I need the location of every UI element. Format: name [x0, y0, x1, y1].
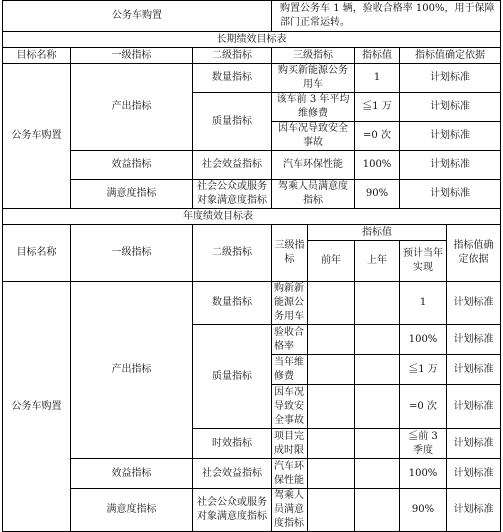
an-prev-year-cell [308, 325, 355, 355]
lt-basis-cell: 计划标准 [400, 180, 501, 209]
an-last-year-cell [355, 385, 400, 429]
an-basis-cell: 计划标准 [447, 355, 501, 385]
an-expected-cell: 100% [400, 459, 447, 489]
an-last-year-cell [355, 355, 400, 385]
lt-basis-cell: 计划标准 [400, 151, 501, 180]
an-level2-satisfaction: 社会公众或服务对象满意度指标 [193, 489, 272, 532]
lt-level1-satisfaction: 满意度指标 [71, 180, 193, 209]
an-basis-cell: 计划标准 [447, 489, 501, 532]
lt-value-cell: =0 次 [355, 122, 400, 151]
lt-level2-social-benefit: 社会效益指标 [193, 151, 272, 180]
an-level2-quantity: 数量指标 [193, 282, 272, 325]
an-prev-year-cell [308, 355, 355, 385]
an-level3-cell: 汽车环保性能 [272, 459, 308, 489]
lt-level2-quality: 质量指标 [193, 93, 272, 151]
an-level2-timeliness: 时效指标 [193, 429, 272, 459]
lt-level3-cell: 购买新能源公务用车 [272, 64, 355, 93]
lt-basis-cell: 计划标准 [400, 64, 501, 93]
lt-basis-cell: 计划标准 [400, 122, 501, 151]
an-level3-cell: 驾乘人员满意度指标 [272, 489, 308, 532]
project-description-cell: 购置公务车 1 辆，验收合格率 100%，用于保障部门正常运转。 [272, 1, 501, 32]
an-prev-year-cell [308, 429, 355, 459]
an-target-name: 公务车购置 [3, 282, 71, 532]
an-level1-output: 产出指标 [71, 282, 193, 459]
lt-level1-output: 产出指标 [71, 64, 193, 151]
an-expected-cell: ≦前 3 季度 [400, 429, 447, 459]
annual-section-title: 年度绩效目标表 [3, 209, 501, 225]
lt-header-target-name: 目标名称 [3, 48, 71, 64]
lt-header-level2: 二级指标 [193, 48, 272, 64]
an-header-basis: 指标值确定依据 [447, 225, 501, 282]
an-basis-cell: 计划标准 [447, 325, 501, 355]
an-header-expected: 预计当年实现 [400, 241, 447, 282]
long-term-section-title: 长期绩效目标表 [3, 32, 501, 48]
an-level1-benefit: 效益指标 [71, 459, 193, 489]
an-expected-cell: ≦1 万 [400, 355, 447, 385]
lt-level3-cell: 因车况导致安全事故 [272, 122, 355, 151]
an-level3-cell: 购新新能源公务用车 [272, 282, 308, 325]
an-last-year-cell [355, 489, 400, 532]
lt-header-level3: 三级指标 [272, 48, 355, 64]
an-expected-cell: =0 次 [400, 385, 447, 429]
an-last-year-cell [355, 459, 400, 489]
an-header-level3: 三级指标 [272, 225, 308, 282]
an-header-index-value: 指标值 [308, 225, 447, 241]
an-basis-cell: 计划标准 [447, 429, 501, 459]
an-header-level1: 一级指标 [71, 225, 193, 282]
project-name-cell: 公务车购置 [3, 1, 272, 32]
an-last-year-cell [355, 325, 400, 355]
an-last-year-cell [355, 429, 400, 459]
an-level3-cell: 项目完成时限 [272, 429, 308, 459]
an-header-level2: 二级指标 [193, 225, 272, 282]
an-level3-cell: 当年维修费 [272, 355, 308, 385]
lt-header-basis: 指标值确定依据 [400, 48, 501, 64]
lt-level3-cell: 驾乘人员满意度指标 [272, 180, 355, 209]
lt-value-cell: 100% [355, 151, 400, 180]
an-expected-cell: 1 [400, 282, 447, 325]
lt-header-level1: 一级指标 [71, 48, 193, 64]
an-last-year-cell [355, 282, 400, 325]
an-level3-cell: 验收合格率 [272, 325, 308, 355]
lt-level2-quantity: 数量指标 [193, 64, 272, 93]
an-prev-year-cell [308, 282, 355, 325]
an-level3-cell: 因车况导致安全事故 [272, 385, 308, 429]
an-level1-satisfaction: 满意度指标 [71, 489, 193, 532]
performance-target-table [2, 0, 501, 532]
lt-value-cell: 90% [355, 180, 400, 209]
lt-basis-cell: 计划标准 [400, 93, 501, 122]
an-prev-year-cell [308, 459, 355, 489]
an-basis-cell: 计划标准 [447, 385, 501, 429]
lt-level3-cell: 汽车环保性能 [272, 151, 355, 180]
lt-level2-satisfaction: 社会公众或服务对象满意度指标 [193, 180, 272, 209]
an-expected-cell: 100% [400, 325, 447, 355]
lt-target-name: 公务车购置 [3, 64, 71, 209]
an-header-last-year: 上年 [355, 241, 400, 282]
an-basis-cell: 计划标准 [447, 282, 501, 325]
an-prev-year-cell [308, 489, 355, 532]
an-basis-cell: 计划标准 [447, 459, 501, 489]
lt-level3-cell: 该车前 3 年平均维修费 [272, 93, 355, 122]
an-expected-cell: 90% [400, 489, 447, 532]
an-prev-year-cell [308, 385, 355, 429]
an-level2-social-benefit: 社会效益指标 [193, 459, 272, 489]
an-header-prev-year: 前年 [308, 241, 355, 282]
lt-header-index-value: 指标值 [355, 48, 400, 64]
lt-value-cell: 1 [355, 64, 400, 93]
an-header-target-name: 目标名称 [3, 225, 71, 282]
lt-level1-benefit: 效益指标 [71, 151, 193, 180]
an-level2-quality: 质量指标 [193, 325, 272, 429]
lt-value-cell: ≦1 万 [355, 93, 400, 122]
